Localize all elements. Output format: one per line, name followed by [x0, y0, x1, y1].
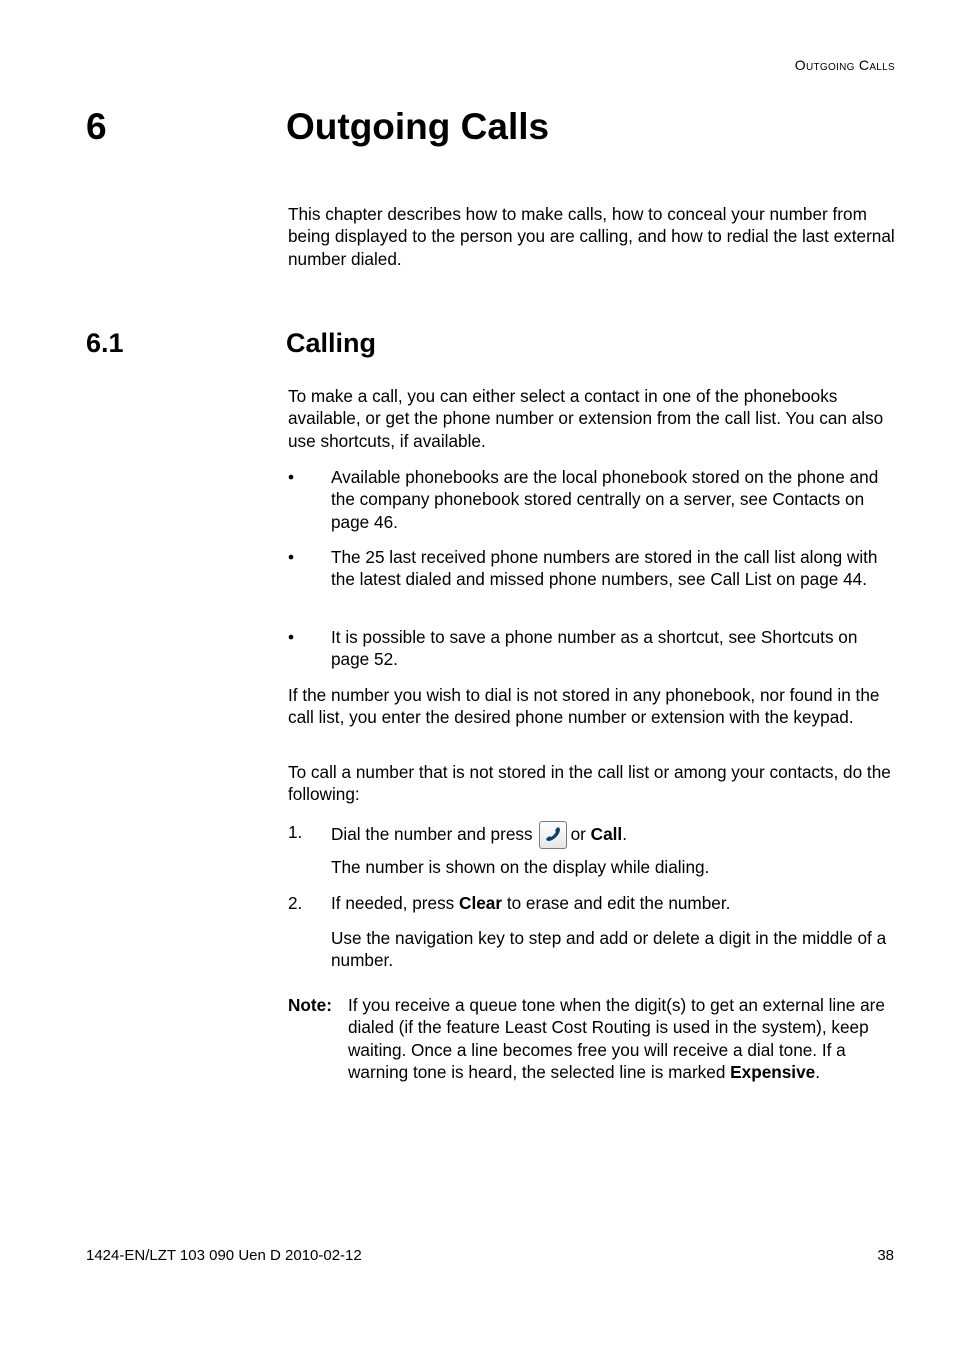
paragraph-calling-overview: To make a call, you can either select a contact in one of the phonebooks available, or get the phone number or extension from the call list. You can also use shortcuts, if available. [288, 386, 884, 451]
bullet-marker: • [288, 547, 295, 567]
note-text [348, 994, 898, 1083]
step-number: 2. [288, 893, 303, 913]
step-2-detail: Use the navigation key to step and add or delete a digit in the middle of a number. [331, 928, 887, 971]
note-expensive-label: Expensive [730, 1061, 816, 1082]
clear-softkey-label: Clear [459, 893, 503, 913]
step-2-text: If needed, press [331, 893, 455, 913]
paragraph-steps-intro: To call a number that is not stored in the call list or among your contacts, do the following: [288, 762, 891, 805]
bullet-marker: • [288, 627, 295, 647]
note-label: Note: [288, 995, 332, 1015]
step-1-end: . [622, 824, 627, 844]
note-end: . [815, 1061, 820, 1082]
step-1-text: Dial the number and press [331, 824, 533, 844]
call-softkey-label: Call [590, 824, 623, 844]
step-1-or: or [570, 824, 586, 844]
note-body: If you receive a queue tone when the digit(s) to get an external line are dialed (if the feature Least Cost Routing is used in the system), keep waiting. Once a line becomes free you will receive a dial tone. If a warning tone is heard, the selected line is marked [348, 995, 885, 1082]
chapter-intro: This chapter describes how to make calls, how to conceal your number from being displayed to the person you are calling, and how to redial the last external number dialed. [288, 204, 895, 269]
chapter-title: Outgoing Calls [286, 106, 550, 147]
chapter-number: 6 [86, 106, 107, 147]
footer-page-number: 38 [877, 1247, 894, 1264]
bullet-marker: • [288, 467, 295, 487]
paragraph-keypad: If the number you wish to dial is not stored in any phonebook, nor found in the call list, you enter the desired phone number or extension with the keypad. [288, 685, 880, 728]
running-header: Outgoing Calls [794, 57, 895, 73]
section-title: Calling [286, 328, 377, 358]
step-2-end: to erase and edit the number. [506, 893, 731, 913]
bullet-item-shortcuts: It is possible to save a phone number as a shortcut, see Shortcuts on page 52. [331, 627, 858, 670]
step-number: 1. [288, 822, 303, 842]
footer-document-id: 1424-EN/LZT 103 090 Uen D 2010-02-12 [86, 1247, 362, 1264]
step-1 [331, 821, 898, 849]
step-2 [331, 892, 898, 914]
bullet-item-phonebooks: Available phonebooks are the local phonebook stored on the phone and the company phonebook stored centrally on a server, see Contacts on page 46. [331, 467, 879, 532]
section-number: 6.1 [86, 328, 124, 358]
bullet-item-call-list: The 25 last received phone numbers are stored in the call list along with the latest dialed and missed phone numbers, see Call List on page 44. [331, 547, 878, 590]
step-1-result: The number is shown on the display while dialing. [331, 857, 710, 877]
call-key-icon [539, 821, 567, 849]
